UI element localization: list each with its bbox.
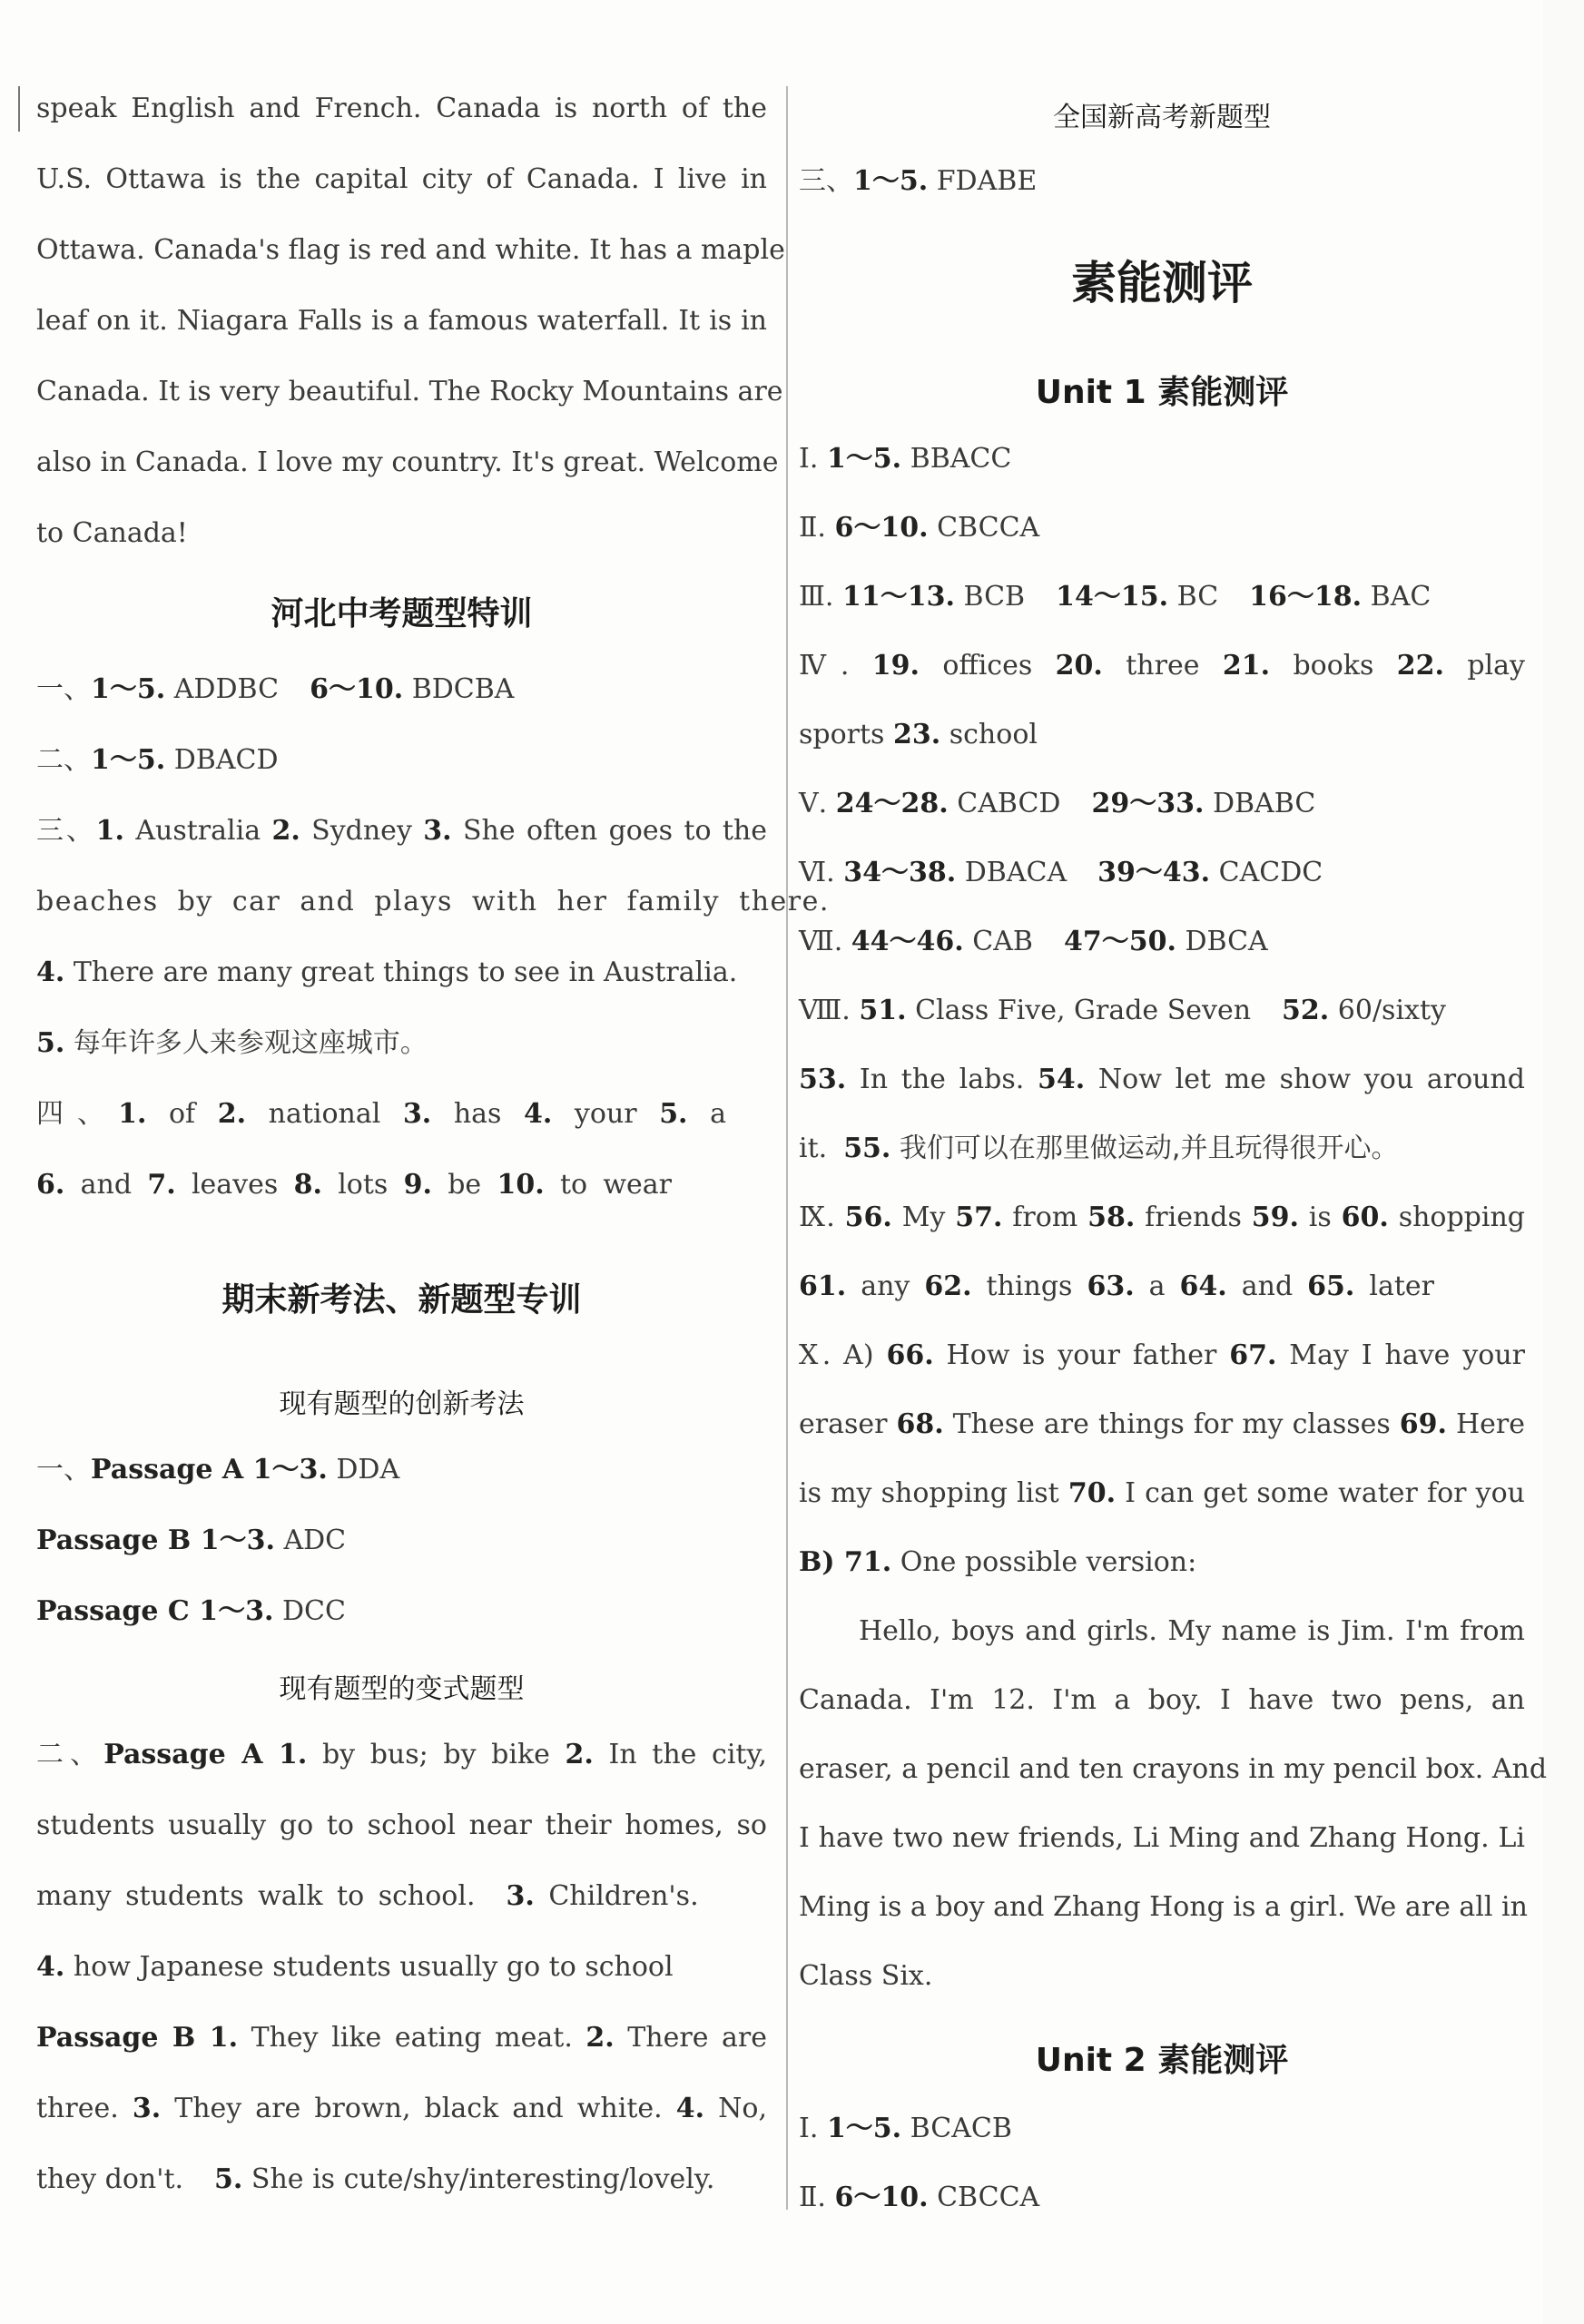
answer-line: 一、Passage A 1～3. DDA [36, 1454, 400, 1486]
section-title-final: 期末新考法、新题型专训 [221, 1281, 582, 1319]
essay-line: Hello, boys and girls. My name is Jim. I'm from [859, 1615, 1525, 1647]
column-divider [786, 86, 788, 2210]
answer-line: Ⅳ. 19. offices 20. three 21. books 22. play [799, 650, 1525, 682]
passage-line: U.S. Ottawa is the capital city of Canada. I live in [36, 163, 767, 195]
section-title-hebei: 河北中考题型特训 [271, 595, 533, 632]
answer-line: Ⅲ. 11～13. BCB 14～15. BC 16～18. BAC [799, 581, 1432, 613]
essay-line: Class Six. [799, 1960, 933, 1992]
answer-line: they don't. 5. She is cute/shy/interesting/lovely. [36, 2163, 715, 2195]
answer-line: Ⅱ. 6～10. CBCCA [799, 512, 1040, 544]
essay-line: I have two new friends, Li Ming and Zhang Hong. Li [799, 1822, 1525, 1854]
answer-line: 四、1. of 2. national 3. has 4. your 5. a [36, 1098, 726, 1130]
answer-line: Passage B 1. They like eating meat. 2. There are [36, 2022, 767, 2054]
essay-line: Canada. I'm 12. I'm a boy. I have two pens, an [799, 1684, 1525, 1716]
passage-line: Canada. It is very beautiful. The Rocky Mountains are [36, 376, 783, 407]
passage-line: leaf on it. Niagara Falls is a famous waterfall. It is in [36, 305, 767, 337]
answer-line: Ⅹ. A) 66. How is your father 67. May I have your [799, 1339, 1525, 1371]
answer-line: Ⅸ. 56. My 57. from 58. friends 59. is 60. shopping [799, 1201, 1525, 1233]
answer-line: Passage B 1～3. ADC [36, 1525, 347, 1556]
big-title: 素能测评 [1071, 257, 1253, 309]
answer-line: 二、1～5. DBACD [36, 744, 279, 776]
answer-line: 三、1. Australia 2. Sydney 3. She often goes to the [36, 815, 767, 847]
answer-line: Passage C 1～3. DCC [36, 1595, 346, 1627]
answer-line: Ⅴ. 24～28. CABCD 29～33. DBABC [799, 788, 1316, 819]
margin-mark [18, 86, 20, 132]
answer-line: B) 71. One possible version: [799, 1546, 1197, 1578]
passage-line: speak English and French. Canada is north of the [36, 93, 767, 124]
answer-line: is my shopping list 70. I can get some water for you [799, 1477, 1525, 1509]
answer-line: 二、Passage A 1. by bus; by bike 2. In the city, [36, 1739, 767, 1770]
answer-line: students usually go to school near their homes, so [36, 1809, 767, 1841]
section-title-gaokao: 全国新高考新题型 [1053, 102, 1271, 133]
answer-line: sports 23. school [799, 719, 1038, 750]
answer-line: Ⅱ. 6～10. CBCCA [799, 2182, 1040, 2213]
answer-line: 一、1～5. ADDBC 6～10. BDCBA [36, 673, 515, 705]
answer-line: 61. any 62. things 63. a 64. and 65. later [799, 1270, 1434, 1302]
passage-line: Ottawa. Canada's flag is red and white. It has a maple [36, 234, 785, 266]
answer-line: 53. In the labs. 54. Now let me show you around [799, 1064, 1525, 1095]
unit2-title: Unit 2 素能测评 [1035, 2042, 1289, 2079]
essay-line: Ming is a boy and Zhang Hong is a girl. We are all in [799, 1891, 1528, 1923]
unit1-title: Unit 1 素能测评 [1035, 374, 1289, 411]
answer-line: 5. 每年许多人来参观这座城市。 [36, 1027, 428, 1059]
answer-line: Ⅵ. 34～38. DBACA 39～43. CACDC [799, 857, 1323, 888]
answer-line: three. 3. They are brown, black and white. 4. No, [36, 2093, 767, 2124]
answer-line: beaches by car and plays with her family there. [36, 886, 830, 917]
answer-line: Ⅶ. 44～46. CAB 47～50. DBCA [799, 926, 1268, 957]
answer-line: 4. how Japanese students usually go to school [36, 1951, 674, 1983]
passage-line: to Canada! [36, 517, 188, 549]
answer-line: Ⅷ. 51. Class Five, Grade Seven 52. 60/sixty [799, 995, 1446, 1026]
answer-line: Ⅰ. 1～5. BBACC [799, 443, 1012, 475]
answer-line: many students walk to school. 3. Children's. [36, 1880, 699, 1912]
answer-line: eraser 68. These are things for my classes 69. Here [799, 1408, 1525, 1440]
essay-line: eraser, a pencil and ten crayons in my pencil box. And [799, 1753, 1548, 1785]
answer-line: 4. There are many great things to see in Australia. [36, 956, 738, 988]
subsection-title: 现有题型的创新考法 [279, 1388, 525, 1420]
answer-line: it. 55. 我们可以在那里做运动,并且玩得很开心。 [799, 1133, 1399, 1164]
answer-line: 三、1～5. FDABE [799, 165, 1038, 197]
passage-line: also in Canada. I love my country. It's great. Welcome [36, 446, 779, 478]
subsection-title: 现有题型的变式题型 [279, 1673, 525, 1705]
answer-line: Ⅰ. 1～5. BCACB [799, 2113, 1012, 2144]
answer-line: 6. and 7. leaves 8. lots 9. be 10. to wear [36, 1169, 673, 1201]
